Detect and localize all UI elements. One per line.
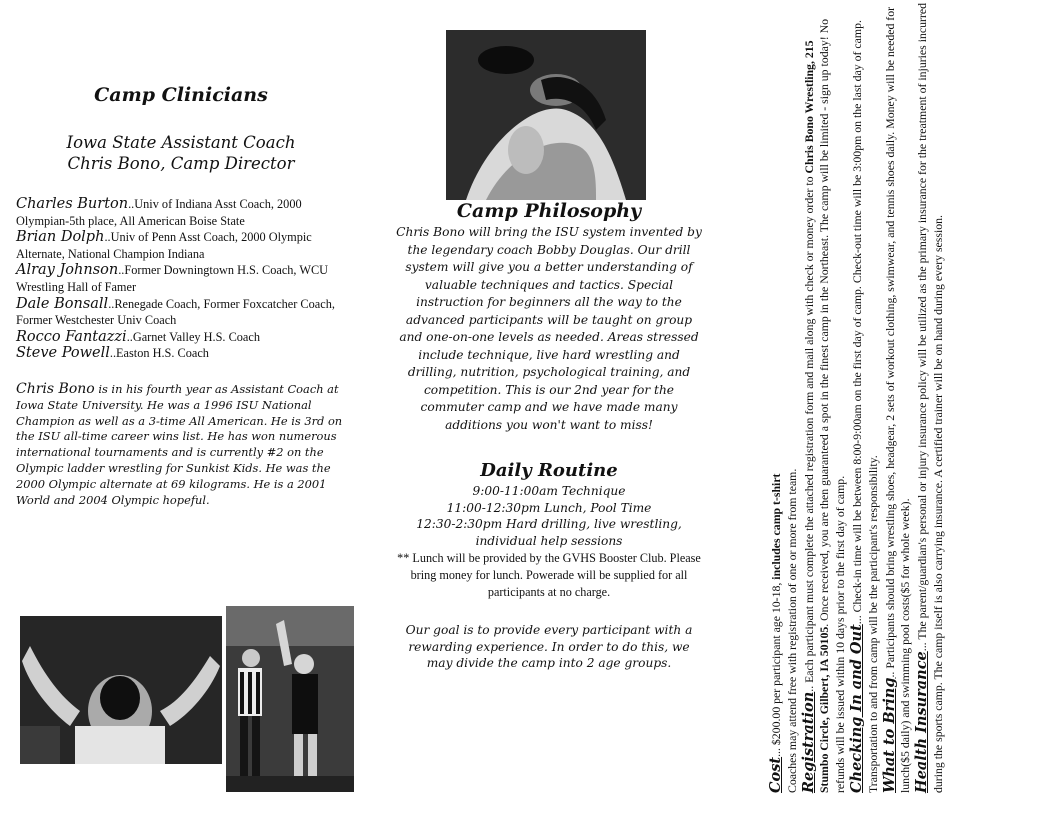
cost-text: ... $200.00 per participant age 10-18, bbox=[769, 579, 783, 757]
insurance-text: ... The parent/guardian's personal or injury insurance policy will be utilized as the primary insurance for the treatment of injuries incurred during the sports camp. The camp itself is also carrying insurance. A certified trainer will be on hand during every session. bbox=[915, 2, 945, 793]
staff-name: Dale Bonsall bbox=[16, 295, 109, 312]
registration-section bbox=[801, 3, 849, 793]
cost-section bbox=[768, 3, 785, 793]
staff-entry bbox=[16, 296, 346, 329]
staff-desc: ..Univ of Penn Asst Coach, 2000 Olympic Alternate, National Champion Indiana bbox=[16, 230, 312, 261]
daily-routine-heading: Daily Routine bbox=[480, 460, 618, 481]
registration-text-1: .. Each participant must complete the attached registration form and mail along with check or money order to bbox=[801, 173, 816, 692]
cost-coaches-note: Coaches may attend free with registration of one or more from team. bbox=[784, 468, 799, 793]
staff-name: Alray Johnson bbox=[16, 262, 119, 279]
philosophy-heading: Camp Philosophy bbox=[456, 200, 642, 222]
wrestler-celebrating-photo bbox=[20, 616, 222, 764]
wrestling-match-photo bbox=[446, 30, 646, 200]
director-bio bbox=[16, 382, 346, 508]
checkin-text: ... Check-in time will be between 8:00-9:00am on the first day of camp. Check-out time will be 3:00pm on the last day of camp. Transportation to and from camp will be the participant's responsibility. bbox=[849, 20, 880, 793]
bring-text: .. Participants should bring wrestling shoes, headgear, 2 sets of workout clothing, swimwear, and tennis shoes daily. Money will be needed for lunch($5 daily) and swimming pool costs($5 for whole week). bbox=[882, 6, 913, 793]
director-title-line1: Iowa State Assistant Coach bbox=[66, 133, 296, 152]
insurance-section bbox=[914, 3, 947, 793]
referee-raising-hand-image bbox=[226, 606, 354, 792]
bring-section bbox=[882, 3, 915, 793]
camp-info-rotated bbox=[768, 3, 947, 793]
clinicians-heading: Camp Clinicians bbox=[94, 84, 268, 106]
staff-entry bbox=[16, 262, 346, 295]
staff-desc: ..Garnet Valley H.S. Coach bbox=[126, 329, 260, 344]
referee-raising-hand-photo bbox=[226, 606, 354, 792]
bio-name: Chris Bono bbox=[16, 380, 95, 397]
wrestling-match-image bbox=[446, 30, 646, 200]
staff-entry bbox=[16, 345, 346, 362]
clinicians-column bbox=[16, 84, 346, 508]
staff-desc: ..Univ of Indiana Asst Coach, 2000 Olympian-5th place, All American Boise State bbox=[16, 197, 302, 228]
cost-bold: includes camp t-shirt bbox=[769, 473, 783, 580]
lunch-note: ** Lunch will be provided by the GVHS Booster Club. Please bring money for lunch. Powerade will be supplied for all participants at no charge. bbox=[397, 551, 701, 599]
registration-text-2: . Once received, you are then guaranteed a spot in the finest camp in the Northeast. The camp will be limited - sign up today! No refunds will be issued within 10 days prior to the first day of camp. bbox=[817, 18, 848, 793]
insurance-label: Health Insurance bbox=[913, 651, 931, 793]
routine-item: 9:00-11:00am Technique bbox=[472, 484, 626, 498]
staff-name: Steve Powell bbox=[16, 345, 110, 362]
bring-label: What to Bring bbox=[880, 677, 898, 793]
goal-statement: Our goal is to provide every participant with a rewarding experience. In order to do this, we may divide the camp into 2 age groups. bbox=[405, 623, 693, 671]
staff-entry bbox=[16, 196, 346, 229]
staff-name: Rocco Fantazzi bbox=[16, 328, 127, 345]
staff-desc: ..Easton H.S. Coach bbox=[109, 346, 209, 361]
routine-item: 11:00-12:30pm Lunch, Pool Time bbox=[446, 500, 652, 515]
philosophy-text: Chris Bono will bring the ISU system invented by the legendary coach Bobby Douglas. Our drill system will give you a better understanding of valuable techniques and tactics. Special instruction for beginners all the way to the advanced participants will be taught on group and one-on-one levels as needed. Areas stressed include technique, live hard wrestling and drilling, nutrition, psychological training, and competition. This is our 2nd year for the commuter camp and we have made many additions you won't want to miss! bbox=[396, 225, 702, 432]
director-title-line2: Chris Bono, Camp Director bbox=[67, 154, 295, 173]
bio-text: is in his fourth year as Assistant Coach at Iowa State University. He was a 1996 ISU National Champion as well as a 3-time All American. He is 3rd on the ISU all-time career wins list. He has won numerous international tournaments and is currently #2 on the Olympic ladder wrestling for Sunkist Kids. He was the 2000 Olympic alternate at 69 kilograms. He is a 2001 World and 2004 Olympic hopeful. bbox=[16, 381, 343, 507]
staff-name: Charles Burton bbox=[16, 196, 129, 212]
checkin-section bbox=[849, 3, 882, 793]
staff-desc: ..Renegade Coach, Former Foxcatcher Coach, Former Westchester Univ Coach bbox=[16, 296, 335, 328]
staff-list bbox=[16, 196, 346, 362]
registration-address: Chris Bono Wrestling, 215 Stumbo Circle, Gilbert, IA 50105 bbox=[801, 40, 832, 793]
staff-entry bbox=[16, 329, 346, 346]
checkin-label: Checking In and Out bbox=[847, 624, 865, 793]
staff-name: Brian Dolph bbox=[16, 229, 105, 246]
routine-item: 12:30-2:30pm Hard drilling, live wrestling, individual help sessions bbox=[416, 517, 682, 548]
staff-entry bbox=[16, 229, 346, 262]
wrestler-celebrating-image bbox=[20, 616, 222, 764]
staff-desc: ..Former Downingtown H.S. Coach, WCU Wrestling Hall of Famer bbox=[16, 263, 329, 294]
cost-label: Cost bbox=[767, 756, 784, 793]
registration-label: Registration bbox=[799, 691, 817, 793]
philosophy-column bbox=[394, 200, 704, 672]
